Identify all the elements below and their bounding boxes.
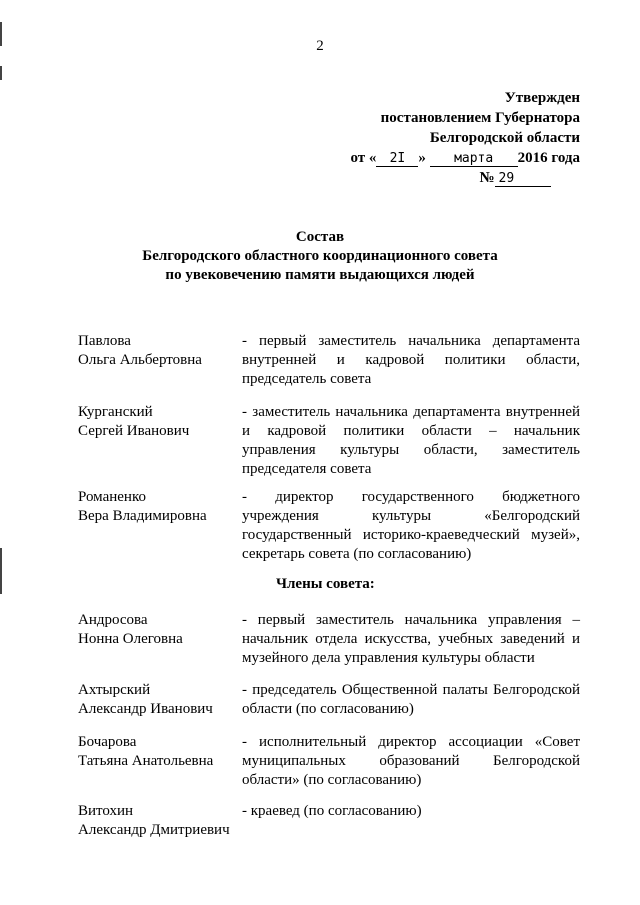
scan-edge-mark: [0, 548, 2, 594]
member-name: Павлова Ольга Альбертовна: [78, 333, 202, 368]
member-role: - председатель Общественной палаты Белгородской области (по согласованию): [242, 682, 580, 717]
member-role: - заместитель начальника департамента внутренней и кадровой политики области – начальник управления культуры области, заместитель председателя совета: [242, 404, 580, 477]
members-heading: Члены совета:: [276, 576, 375, 592]
approval-line: Утвержден: [504, 90, 580, 106]
title-line: по увековечению памяти выдающихся людей: [165, 267, 475, 283]
approval-day: 2I: [376, 151, 418, 167]
member-role: - первый заместитель начальника управления – начальник отдела искусства, учебных заведений и музейного дела управления культуры области: [242, 612, 580, 666]
title-line: Состав: [295, 229, 345, 245]
scan-edge-mark: [0, 66, 2, 80]
member-role: - исполнительный директор ассоциации «Совет муниципальных образований Белгородской области» (по согласованию): [242, 734, 580, 788]
member-name: Бочарова Татьяна Анатольевна: [78, 734, 214, 769]
approval-number: № 29: [330, 168, 580, 188]
approval-month: марта: [430, 151, 518, 167]
member-name: Андросова Нонна Олеговна: [78, 612, 183, 647]
member-name: Витохин Александр Дмитриевич: [78, 803, 230, 838]
member-role: - первый заместитель начальника департамента внутренней и кадровой политики области, председатель совета: [242, 333, 580, 387]
title-line: Белгородского областного координационного совета: [142, 248, 498, 264]
member-name: Романенко Вера Владимировна: [78, 489, 207, 524]
approval-date: от « 2I » марта 2016 года: [350, 150, 580, 166]
document-title: [60, 228, 580, 285]
member-role: - краевед (по согласованию): [242, 803, 422, 819]
approval-stamp: [330, 88, 580, 188]
member-role: - директор государственного бюджетного учреждения культуры «Белгородский государственный историко-краеведческий музей», секретарь совета (по согласованию): [242, 489, 580, 562]
approval-line: постановлением Губернатора: [380, 110, 580, 126]
approval-year: 2016 года: [517, 150, 580, 166]
approval-line: Белгородской области: [429, 130, 580, 146]
member-name: Курганский Сергей Иванович: [78, 404, 190, 439]
page-number: 2: [316, 38, 324, 54]
member-name: Ахтырский Александр Иванович: [78, 682, 213, 717]
